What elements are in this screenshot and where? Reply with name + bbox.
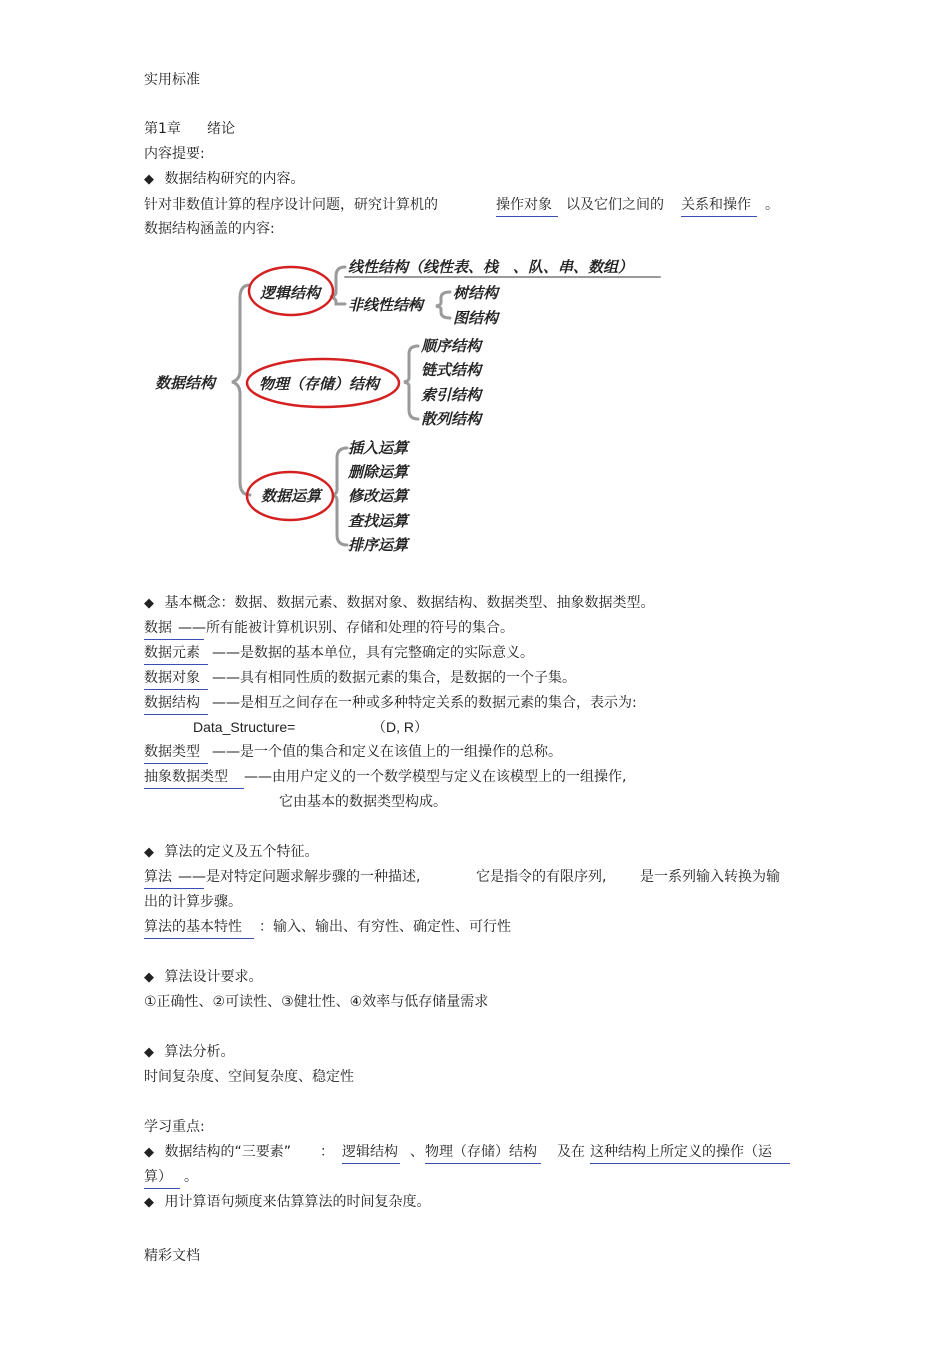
underlined-term: 操作对象 bbox=[496, 195, 558, 217]
highlight-circles bbox=[247, 267, 399, 520]
node-search: 查找运算 bbox=[348, 512, 409, 530]
node-index: 索引结构 bbox=[421, 386, 482, 404]
bullet-diamond-icon: ◆ bbox=[144, 1195, 154, 1210]
page-footer: 精彩文档 bbox=[144, 1248, 200, 1264]
heading-text: 算法的定义及五个特征。 bbox=[164, 844, 319, 860]
term-object: 数据对象 bbox=[144, 668, 208, 690]
focus-colon: ： bbox=[320, 1144, 334, 1160]
node-insert: 插入运算 bbox=[348, 439, 409, 457]
focus-text: 及在 bbox=[557, 1144, 585, 1160]
paragraph-line: 数据结构涵盖的内容: bbox=[144, 221, 275, 237]
heading-text: 数据结构研究的内容。 bbox=[164, 171, 305, 187]
node-graph: 图结构 bbox=[453, 309, 499, 327]
definition: ——具有相同性质的数据元素的集合，是数据的一个子集。 bbox=[212, 670, 576, 686]
term-adt: 抽象数据类型 bbox=[144, 767, 244, 789]
definition: 是一系列输入转换为输 bbox=[640, 869, 780, 885]
paragraph-line: 时间复杂度、空间复杂度、稳定性 bbox=[144, 1069, 354, 1085]
focus-term-cont: 算） bbox=[144, 1167, 180, 1189]
bullet-diamond-icon: ◆ bbox=[144, 1145, 154, 1160]
definition: ——是一个值的集合和定义在该值上的一组操作的总称。 bbox=[212, 744, 562, 760]
focus-sep: 、 bbox=[410, 1144, 424, 1160]
diagram-root: 数据结构 bbox=[155, 374, 216, 392]
definition: ——由用户定义的一个数学模型与定义在该模型上的一组操作, bbox=[244, 769, 627, 785]
focus-term: 物理（存储）结构 bbox=[425, 1142, 541, 1164]
formula-right: （D, R） bbox=[372, 719, 428, 735]
definition-cont: 出的计算步骤。 bbox=[144, 894, 242, 910]
focus-end: 。 bbox=[184, 1169, 198, 1185]
physical-circle bbox=[247, 359, 399, 407]
paragraph-line: ①正确性、②可读性、③健壮性、④效率与低存储量需求 bbox=[144, 994, 489, 1010]
definition: ——所有能被计算机识别、存储和处理的符号的集合。 bbox=[178, 620, 514, 636]
definition: ——是相互之间存在一种或多种特定关系的数据元素的集合，表示为: bbox=[212, 695, 637, 711]
bullet-diamond-icon: ◆ bbox=[144, 1045, 154, 1060]
node-chain: 链式结构 bbox=[421, 361, 482, 379]
paragraph-end: 。 bbox=[765, 197, 779, 213]
section-heading bbox=[144, 1042, 234, 1063]
heading-text: 算法设计要求。 bbox=[164, 969, 263, 985]
bullet-diamond-icon: ◆ bbox=[144, 970, 154, 985]
section-heading bbox=[144, 842, 318, 863]
node-physical: 物理（存储）结构 bbox=[259, 375, 380, 393]
node-seq: 顺序结构 bbox=[421, 337, 482, 355]
term-structure: 数据结构 bbox=[144, 693, 208, 715]
bullet-diamond-icon: ◆ bbox=[144, 845, 154, 860]
definition: ：输入、输出、有穷性、确定性、可行性 bbox=[259, 919, 511, 935]
heading-text: 算法分析。 bbox=[164, 1044, 235, 1060]
focus-point bbox=[144, 1192, 430, 1213]
section-heading bbox=[144, 967, 262, 988]
term-data: 数据 bbox=[144, 618, 204, 640]
node-linear: 线性结构（线性表、栈 、队、串、数组） bbox=[348, 258, 634, 276]
bullet-diamond-icon: ◆ bbox=[144, 172, 154, 187]
chapter-title: 绪论 bbox=[207, 121, 235, 137]
node-nonlinear: 非线性结构 bbox=[348, 296, 424, 314]
section-heading bbox=[144, 169, 304, 190]
page-header: 实用标准 bbox=[144, 72, 200, 88]
node-ops: 数据运算 bbox=[261, 487, 322, 505]
term-type: 数据类型 bbox=[144, 742, 208, 764]
term-features: 算法的基本特性 bbox=[144, 917, 254, 939]
formula-left: Data_Structure= bbox=[193, 719, 296, 735]
underlined-term: 关系和操作 bbox=[681, 195, 757, 217]
term-element: 数据元素 bbox=[144, 643, 208, 665]
node-tree: 树结构 bbox=[453, 284, 499, 302]
term-algorithm: 算法 bbox=[144, 867, 204, 889]
definition-cont: 它由基本的数据类型构成。 bbox=[279, 794, 447, 810]
node-modify: 修改运算 bbox=[348, 487, 409, 505]
focus-term: 这种结构上所定义的操作（运 bbox=[590, 1142, 790, 1164]
summary-label: 内容提要: bbox=[144, 146, 205, 162]
heading-text: 基本概念：数据、数据元素、数据对象、数据结构、数据类型、抽象数据类型。 bbox=[164, 595, 655, 611]
definition: ——是数据的基本单位，具有完整确定的实际意义。 bbox=[212, 645, 534, 661]
logic-circle bbox=[249, 267, 333, 315]
node-logic: 逻辑结构 bbox=[260, 284, 321, 302]
focus-text: 数据结构的“三要素” bbox=[164, 1144, 291, 1160]
bullet-diamond-icon: ◆ bbox=[144, 596, 154, 611]
focus-text: 用计算语句频度来估算算法的时间复杂度。 bbox=[164, 1194, 431, 1210]
bracket-lines bbox=[232, 267, 660, 545]
node-delete: 删除运算 bbox=[348, 463, 409, 481]
node-hash: 散列结构 bbox=[421, 410, 482, 428]
focus-term: 逻辑结构 bbox=[342, 1142, 400, 1164]
paragraph-line: 针对非数值计算的程序设计问题，研究计算机的 bbox=[144, 197, 438, 213]
chapter-number: 第1章 bbox=[144, 121, 181, 137]
ops-circle bbox=[247, 472, 333, 520]
definition: 它是指令的有限序列, bbox=[476, 869, 607, 885]
node-sort: 排序运算 bbox=[348, 536, 409, 554]
definition: ——是对特定问题求解步骤的一种描述, bbox=[178, 869, 421, 885]
paragraph-line: 以及它们之间的 bbox=[566, 197, 664, 213]
focus-point bbox=[144, 1142, 291, 1163]
focus-label: 学习重点: bbox=[144, 1119, 205, 1135]
section-heading bbox=[144, 593, 654, 614]
